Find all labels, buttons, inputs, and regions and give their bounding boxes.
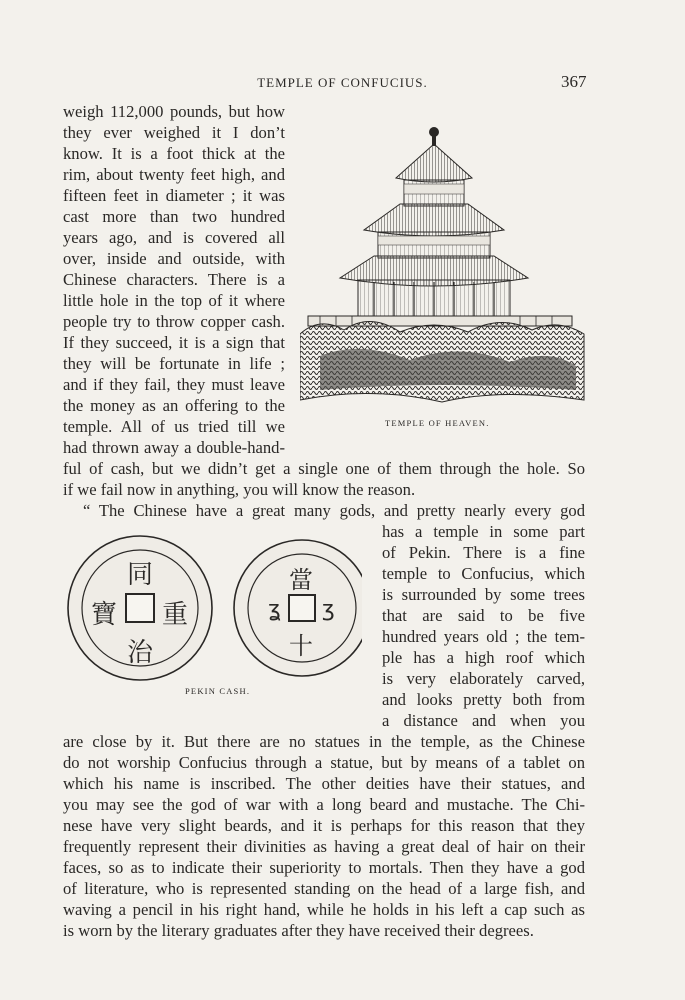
text-line: they will be fortunate in life ;	[63, 354, 285, 373]
text-line: ful of cash, but we didn’t get a single one of them through the hole. So	[63, 459, 585, 478]
text-line: and if they fail, they must leave	[63, 375, 285, 394]
text-line: had thrown away a double-hand-	[63, 438, 285, 457]
text-line: nese have very slight beards, and it is perhaps for this reason that they	[63, 816, 585, 835]
text-line: hundred years old ; the tem-	[382, 627, 585, 646]
temple-figure-caption: TEMPLE OF HEAVEN.	[385, 418, 490, 428]
text-line: over, inside and outside, with	[63, 249, 285, 268]
text-line: years ago, and is covered all	[63, 228, 285, 247]
text-line: you may see the god of war with a long beard and mustache. The Chi-	[63, 795, 585, 814]
coin1-char-top: 同	[127, 560, 154, 590]
text-line: they ever weighed it I don’t	[63, 123, 285, 142]
text-line: that are said to be five	[382, 606, 585, 625]
text-line: Chinese characters. There is a	[63, 270, 285, 289]
text-line: is very elaborately carved,	[382, 669, 585, 688]
text-line: fifteen feet in diameter ; it was	[63, 186, 285, 205]
text-line: of Pekin. There is a fine	[382, 543, 585, 562]
coin1-char-left: 寶	[91, 600, 118, 630]
svg-text:ʒ: ʒ	[322, 597, 335, 622]
text-line: the money as an offering to the	[63, 396, 285, 415]
running-header: TEMPLE OF CONFUCIUS.	[257, 75, 428, 90]
text-line: temple to Confucius, which	[382, 564, 585, 583]
coins-figure-caption: PEKIN CASH.	[185, 686, 251, 696]
coin2-char-bottom: 十	[289, 632, 313, 660]
text-line: cast more than two hundred	[63, 207, 285, 226]
text-line: weigh 112,000 pounds, but how	[63, 102, 285, 121]
text-line: If they succeed, it is a sign that	[63, 333, 285, 352]
coin1-char-right: 重	[162, 600, 189, 630]
coin1-char-bottom: 治	[127, 638, 154, 668]
svg-text:ʓ: ʓ	[268, 597, 281, 622]
text-line: if we fail now in anything, you will know the reason.	[63, 480, 416, 499]
text-line: people try to throw copper cash.	[63, 312, 285, 331]
text-line: do not worship Confucius through a statue, but by means of a tablet on	[63, 753, 585, 772]
text-line: waving a pencil in his right hand, while he holds in his left a cap such as	[63, 900, 585, 919]
text-line: faces, so as to indicate their superiority to mortals. Then they have a god	[63, 858, 585, 877]
coin2-char-top: 當	[289, 566, 313, 594]
text-line: ple has a high roof which	[382, 648, 585, 667]
text-line: and looks pretty both from	[382, 690, 585, 709]
text-line: know. It is a foot thick at the	[63, 144, 285, 163]
text-line: is surrounded by some trees	[382, 585, 585, 604]
text-line: rim, about twenty feet high, and	[63, 165, 285, 184]
text-line: are close by it. But there are no statues in the temple, as the Chinese	[63, 732, 585, 751]
text-line: has a temple in some part	[382, 522, 585, 541]
text-line: which his name is inscribed. The other deities have their statues, and	[63, 774, 585, 793]
text-line: a distance and when you	[382, 711, 585, 730]
text-line: “ The Chinese have a great many gods, and pretty nearly every god	[83, 501, 585, 520]
text-line: is worn by the literary graduates after they have received their degrees.	[63, 921, 534, 940]
temple-of-heaven-illustration	[300, 120, 585, 410]
text-line: temple. All of us tried till we	[63, 417, 285, 436]
text-line: frequently represent their divinities as having a great deal of hair on their	[63, 837, 585, 856]
page-number: 367	[561, 72, 587, 91]
text-line: little hole in the top of it where	[63, 291, 285, 310]
text-line: of literature, who is represented standing on the head of a large fish, and	[63, 879, 585, 898]
